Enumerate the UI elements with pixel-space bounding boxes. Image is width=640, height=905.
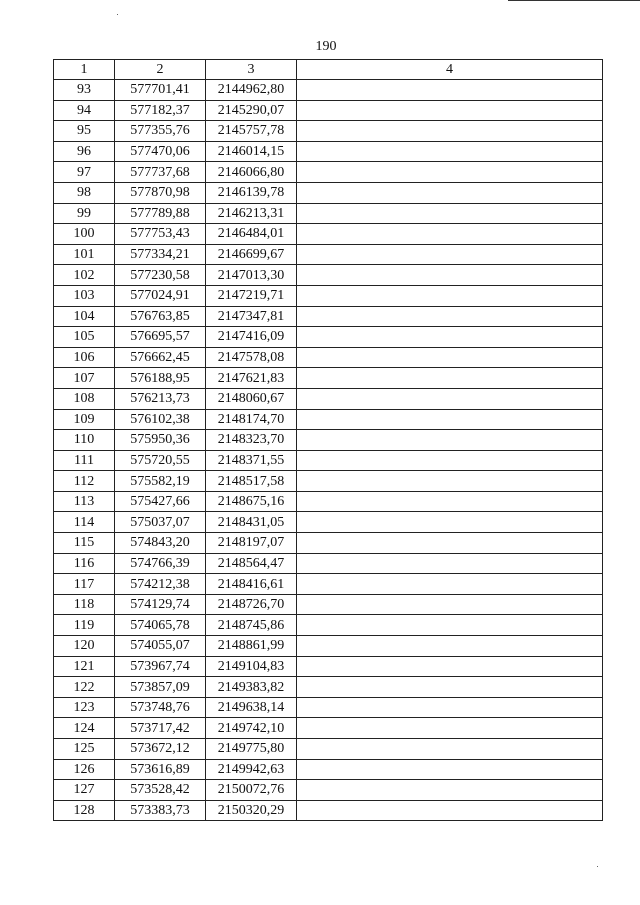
- point-number-cell: 126: [54, 759, 115, 780]
- table-row: [54, 697, 603, 718]
- notes-cell: [297, 594, 603, 615]
- y-coordinate-cell: 2146066,80: [206, 162, 297, 183]
- notes-cell: [297, 347, 603, 368]
- y-coordinate-cell: 2149742,10: [206, 718, 297, 739]
- table-row: [54, 182, 603, 203]
- y-coordinate-cell: 2149638,14: [206, 697, 297, 718]
- x-coordinate-cell: 573528,42: [115, 780, 206, 801]
- table-row: [54, 615, 603, 636]
- point-number-cell: 127: [54, 780, 115, 801]
- point-number-cell: 107: [54, 368, 115, 389]
- y-coordinate-cell: 2149942,63: [206, 759, 297, 780]
- y-coordinate-cell: 2144962,80: [206, 80, 297, 101]
- x-coordinate-cell: 574212,38: [115, 574, 206, 595]
- notes-cell: [297, 100, 603, 121]
- table-header-row: [54, 60, 603, 80]
- table-row: [54, 327, 603, 348]
- y-coordinate-cell: 2145290,07: [206, 100, 297, 121]
- x-coordinate-cell: 576188,95: [115, 368, 206, 389]
- table-row: [54, 677, 603, 698]
- table-row: [54, 121, 603, 142]
- point-number-cell: 94: [54, 100, 115, 121]
- y-coordinate-cell: 2150320,29: [206, 800, 297, 821]
- y-coordinate-cell: 2147013,30: [206, 265, 297, 286]
- y-coordinate-cell: 2149383,82: [206, 677, 297, 698]
- y-coordinate-cell: 2148416,61: [206, 574, 297, 595]
- x-coordinate-cell: 577182,37: [115, 100, 206, 121]
- table-row: [54, 718, 603, 739]
- point-number-cell: 109: [54, 409, 115, 430]
- point-number-cell: 112: [54, 471, 115, 492]
- x-coordinate-cell: 576662,45: [115, 347, 206, 368]
- y-coordinate-cell: 2148517,58: [206, 471, 297, 492]
- y-coordinate-cell: 2148726,70: [206, 594, 297, 615]
- notes-cell: [297, 636, 603, 657]
- x-coordinate-cell: 577753,43: [115, 224, 206, 245]
- point-number-cell: 93: [54, 80, 115, 101]
- table-row: [54, 388, 603, 409]
- point-number-cell: 96: [54, 141, 115, 162]
- column-header: 1: [54, 60, 115, 80]
- table-row: [54, 430, 603, 451]
- x-coordinate-cell: 574055,07: [115, 636, 206, 657]
- notes-cell: [297, 182, 603, 203]
- x-coordinate-cell: 577789,88: [115, 203, 206, 224]
- notes-cell: [297, 203, 603, 224]
- point-number-cell: 118: [54, 594, 115, 615]
- point-number-cell: 99: [54, 203, 115, 224]
- notes-cell: [297, 739, 603, 760]
- point-number-cell: 100: [54, 224, 115, 245]
- column-header: 3: [206, 60, 297, 80]
- point-number-cell: 116: [54, 553, 115, 574]
- notes-cell: [297, 491, 603, 512]
- point-number-cell: 104: [54, 306, 115, 327]
- notes-cell: [297, 327, 603, 348]
- point-number-cell: 105: [54, 327, 115, 348]
- y-coordinate-cell: 2148861,99: [206, 636, 297, 657]
- x-coordinate-cell: 576102,38: [115, 409, 206, 430]
- x-coordinate-cell: 573672,12: [115, 739, 206, 760]
- x-coordinate-cell: 577355,76: [115, 121, 206, 142]
- table-row: [54, 224, 603, 245]
- table-row: [54, 656, 603, 677]
- point-number-cell: 98: [54, 182, 115, 203]
- scan-speck: [597, 866, 598, 867]
- notes-cell: [297, 368, 603, 389]
- y-coordinate-cell: 2150072,76: [206, 780, 297, 801]
- notes-cell: [297, 244, 603, 265]
- point-number-cell: 102: [54, 265, 115, 286]
- point-number-cell: 115: [54, 533, 115, 554]
- table-row: [54, 636, 603, 657]
- notes-cell: [297, 759, 603, 780]
- table-row: [54, 780, 603, 801]
- x-coordinate-cell: 577470,06: [115, 141, 206, 162]
- x-coordinate-cell: 575720,55: [115, 450, 206, 471]
- page-number: 190: [315, 39, 337, 54]
- y-coordinate-cell: 2148431,05: [206, 512, 297, 533]
- y-coordinate-cell: 2148745,86: [206, 615, 297, 636]
- x-coordinate-cell: 574129,74: [115, 594, 206, 615]
- y-coordinate-cell: 2146014,15: [206, 141, 297, 162]
- notes-cell: [297, 388, 603, 409]
- point-number-cell: 108: [54, 388, 115, 409]
- table-row: [54, 244, 603, 265]
- table-row: [54, 141, 603, 162]
- point-number-cell: 119: [54, 615, 115, 636]
- x-coordinate-cell: 573857,09: [115, 677, 206, 698]
- table-row: [54, 265, 603, 286]
- y-coordinate-cell: 2148174,70: [206, 409, 297, 430]
- y-coordinate-cell: 2148323,70: [206, 430, 297, 451]
- point-number-cell: 123: [54, 697, 115, 718]
- point-number-cell: 106: [54, 347, 115, 368]
- x-coordinate-cell: 577737,68: [115, 162, 206, 183]
- x-coordinate-cell: 574766,39: [115, 553, 206, 574]
- y-coordinate-cell: 2147416,09: [206, 327, 297, 348]
- table-row: [54, 553, 603, 574]
- table-row: [54, 800, 603, 821]
- top-edge-rule: [508, 0, 640, 1]
- table-row: [54, 162, 603, 183]
- table-row: [54, 285, 603, 306]
- x-coordinate-cell: 574843,20: [115, 533, 206, 554]
- notes-cell: [297, 471, 603, 492]
- point-number-cell: 101: [54, 244, 115, 265]
- point-number-cell: 121: [54, 656, 115, 677]
- notes-cell: [297, 306, 603, 327]
- column-header: 2: [115, 60, 206, 80]
- x-coordinate-cell: 575037,07: [115, 512, 206, 533]
- notes-cell: [297, 162, 603, 183]
- x-coordinate-cell: 577870,98: [115, 182, 206, 203]
- x-coordinate-cell: 575950,36: [115, 430, 206, 451]
- notes-cell: [297, 615, 603, 636]
- table-row: [54, 533, 603, 554]
- point-number-cell: 95: [54, 121, 115, 142]
- point-number-cell: 128: [54, 800, 115, 821]
- notes-cell: [297, 450, 603, 471]
- notes-cell: [297, 512, 603, 533]
- x-coordinate-cell: 574065,78: [115, 615, 206, 636]
- x-coordinate-cell: 577334,21: [115, 244, 206, 265]
- notes-cell: [297, 141, 603, 162]
- y-coordinate-cell: 2147578,08: [206, 347, 297, 368]
- y-coordinate-cell: 2147219,71: [206, 285, 297, 306]
- notes-cell: [297, 430, 603, 451]
- notes-cell: [297, 409, 603, 430]
- y-coordinate-cell: 2148371,55: [206, 450, 297, 471]
- x-coordinate-cell: 577230,58: [115, 265, 206, 286]
- point-number-cell: 110: [54, 430, 115, 451]
- table-row: [54, 450, 603, 471]
- x-coordinate-cell: 576763,85: [115, 306, 206, 327]
- notes-cell: [297, 656, 603, 677]
- notes-cell: [297, 553, 603, 574]
- table-row: [54, 203, 603, 224]
- point-number-cell: 114: [54, 512, 115, 533]
- y-coordinate-cell: 2148564,47: [206, 553, 297, 574]
- point-number-cell: 103: [54, 285, 115, 306]
- x-coordinate-cell: 577024,91: [115, 285, 206, 306]
- y-coordinate-cell: 2147347,81: [206, 306, 297, 327]
- x-coordinate-cell: 573383,73: [115, 800, 206, 821]
- table-row: [54, 759, 603, 780]
- table-row: [54, 574, 603, 595]
- point-number-cell: 122: [54, 677, 115, 698]
- notes-cell: [297, 718, 603, 739]
- y-coordinate-cell: 2149104,83: [206, 656, 297, 677]
- x-coordinate-cell: 573616,89: [115, 759, 206, 780]
- table-row: [54, 409, 603, 430]
- table-row: [54, 512, 603, 533]
- table-row: [54, 594, 603, 615]
- x-coordinate-cell: 575582,19: [115, 471, 206, 492]
- point-number-cell: 113: [54, 491, 115, 512]
- x-coordinate-cell: 573748,76: [115, 697, 206, 718]
- y-coordinate-cell: 2148675,16: [206, 491, 297, 512]
- table-row: [54, 100, 603, 121]
- notes-cell: [297, 574, 603, 595]
- notes-cell: [297, 780, 603, 801]
- table-row: [54, 739, 603, 760]
- x-coordinate-cell: 575427,66: [115, 491, 206, 512]
- table-row: [54, 80, 603, 101]
- y-coordinate-cell: 2148060,67: [206, 388, 297, 409]
- notes-cell: [297, 677, 603, 698]
- y-coordinate-cell: 2146139,78: [206, 182, 297, 203]
- y-coordinate-cell: 2147621,83: [206, 368, 297, 389]
- y-coordinate-cell: 2149775,80: [206, 739, 297, 760]
- x-coordinate-cell: 577701,41: [115, 80, 206, 101]
- x-coordinate-cell: 573967,74: [115, 656, 206, 677]
- x-coordinate-cell: 576213,73: [115, 388, 206, 409]
- point-number-cell: 97: [54, 162, 115, 183]
- table-row: [54, 347, 603, 368]
- y-coordinate-cell: 2146484,01: [206, 224, 297, 245]
- x-coordinate-cell: 576695,57: [115, 327, 206, 348]
- point-number-cell: 124: [54, 718, 115, 739]
- point-number-cell: 120: [54, 636, 115, 657]
- coordinates-table: [53, 59, 603, 821]
- point-number-cell: 117: [54, 574, 115, 595]
- notes-cell: [297, 697, 603, 718]
- table-row: [54, 368, 603, 389]
- table-row: [54, 306, 603, 327]
- y-coordinate-cell: 2145757,78: [206, 121, 297, 142]
- notes-cell: [297, 224, 603, 245]
- scan-speck: [117, 14, 118, 15]
- notes-cell: [297, 533, 603, 554]
- y-coordinate-cell: 2146699,67: [206, 244, 297, 265]
- notes-cell: [297, 265, 603, 286]
- notes-cell: [297, 121, 603, 142]
- point-number-cell: 125: [54, 739, 115, 760]
- notes-cell: [297, 285, 603, 306]
- notes-cell: [297, 800, 603, 821]
- point-number-cell: 111: [54, 450, 115, 471]
- notes-cell: [297, 80, 603, 101]
- y-coordinate-cell: 2146213,31: [206, 203, 297, 224]
- x-coordinate-cell: 573717,42: [115, 718, 206, 739]
- column-header: 4: [297, 60, 603, 80]
- table-row: [54, 471, 603, 492]
- y-coordinate-cell: 2148197,07: [206, 533, 297, 554]
- table-row: [54, 491, 603, 512]
